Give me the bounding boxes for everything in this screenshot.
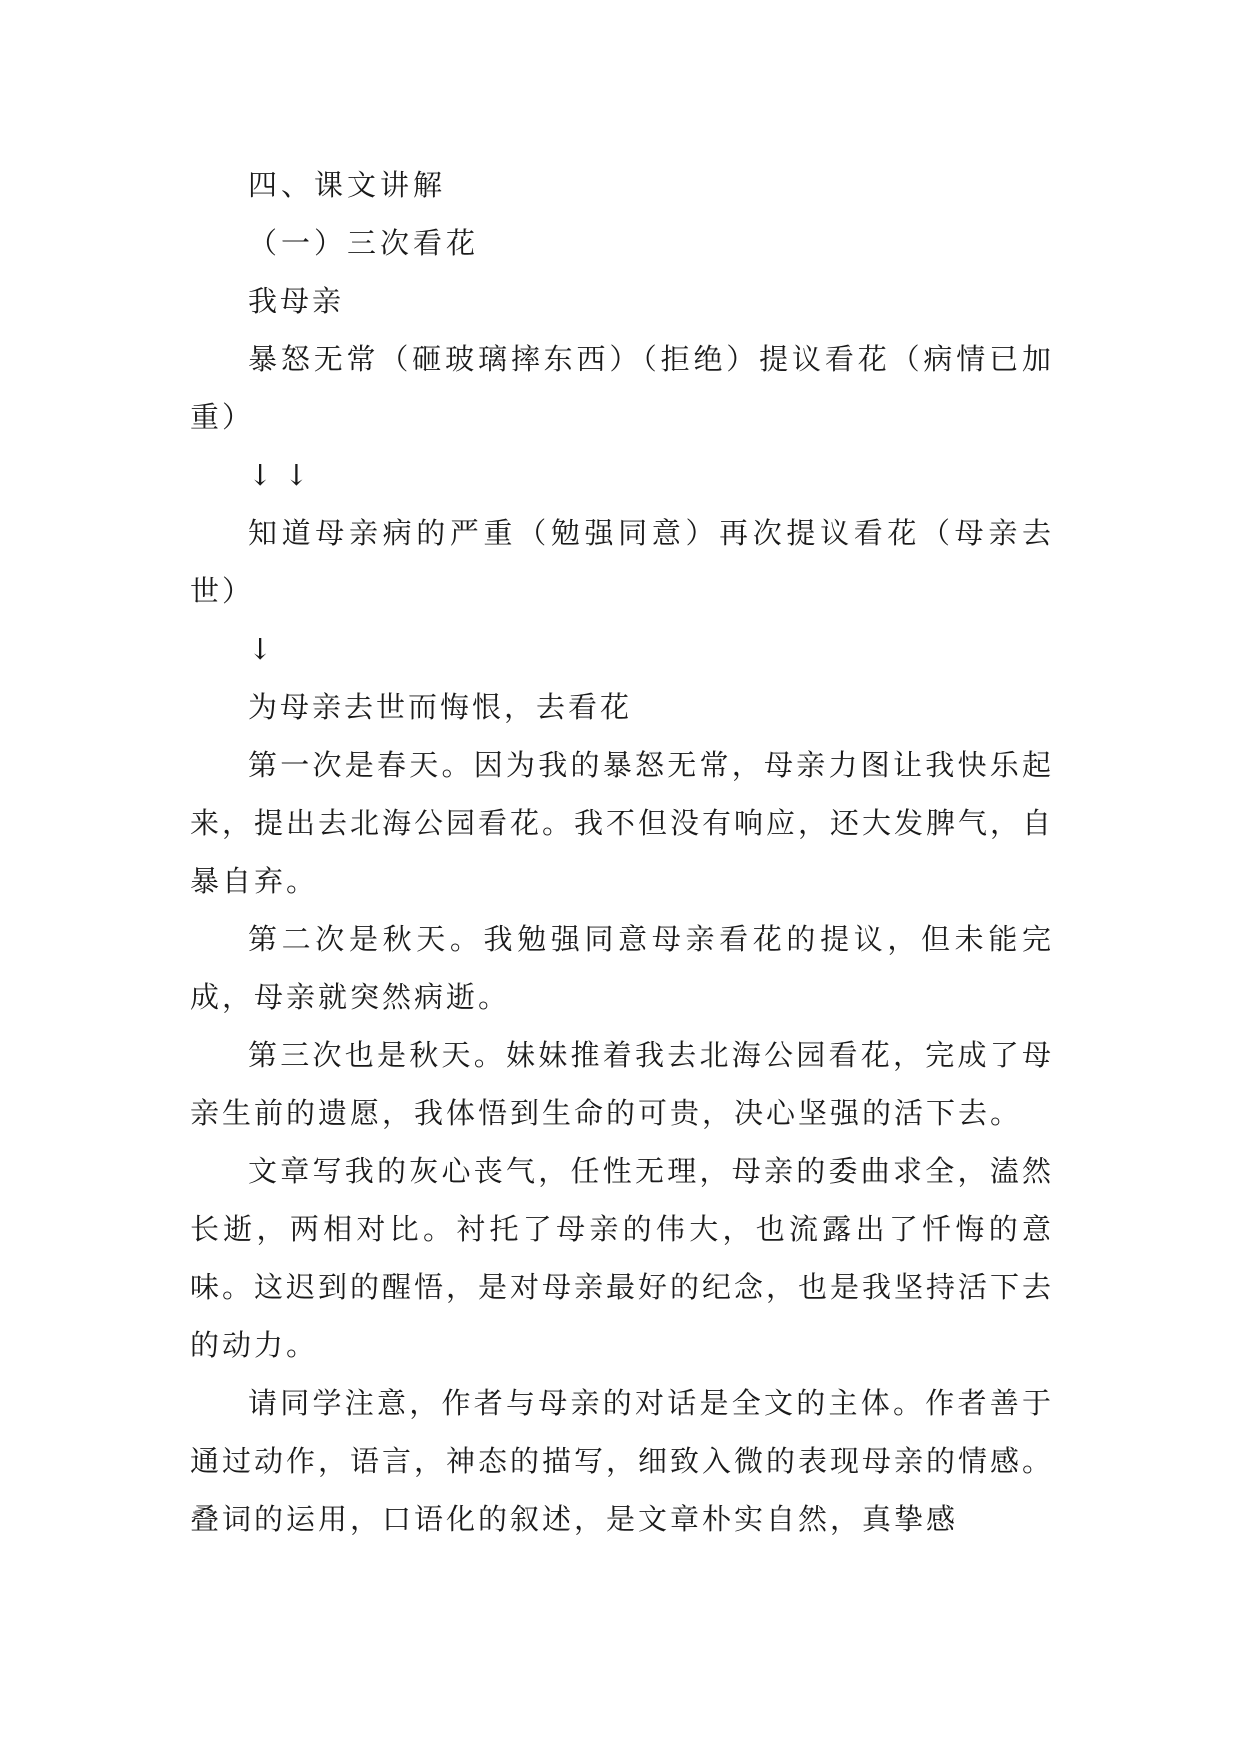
paragraph-first-time: 第一次是春天。因为我的暴怒无常，母亲力图让我快乐起来，提出去北海公园看花。我不但没有响应，还大发脾气，自暴自弃。 xyxy=(190,748,1055,898)
document-body xyxy=(190,156,1054,1548)
chart-header: 我母亲 xyxy=(248,284,345,318)
chart-row-3: 为母亲去世而悔恨，去看花 xyxy=(248,690,633,724)
chart-arrows-1: ↓↓ xyxy=(248,458,321,492)
paragraph-note: 请同学注意，作者与母亲的对话是全文的主体。作者善于通过动作，语言，神态的描写，细致入微的表现母亲的情感。叠词的运用，口语化的叙述，是文章朴实自然，真挚感 xyxy=(190,1386,1055,1536)
chart-row-1: 暴怒无常（砸玻璃摔东西）（拒绝）提议看花（病情已加重） xyxy=(190,342,1054,434)
paragraph-second-time: 第二次是秋天。我勉强同意母亲看花的提议，但未能完成，母亲就突然病逝。 xyxy=(190,922,1054,1014)
sub-heading: （一）三次看花 xyxy=(248,226,480,260)
paragraph-third-time: 第三次也是秋天。妹妹推着我去北海公园看花，完成了母亲生前的遗愿，我体悟到生命的可贵，决心坚强的活下去。 xyxy=(190,1038,1054,1130)
chart-row-2: 知道母亲病的严重（勉强同意）再次提议看花（母亲去世） xyxy=(190,516,1054,608)
paragraph-analysis: 文章写我的灰心丧气，任性无理，母亲的委曲求全，溘然长逝，两相对比。衬托了母亲的伟大，也流露出了忏悔的意味。这迟到的醒悟，是对母亲最好的纪念，也是我坚持活下去的动力。 xyxy=(190,1154,1055,1362)
chart-arrows-2: ↓ xyxy=(248,632,285,666)
section-heading: 四、课文讲解 xyxy=(248,168,447,202)
